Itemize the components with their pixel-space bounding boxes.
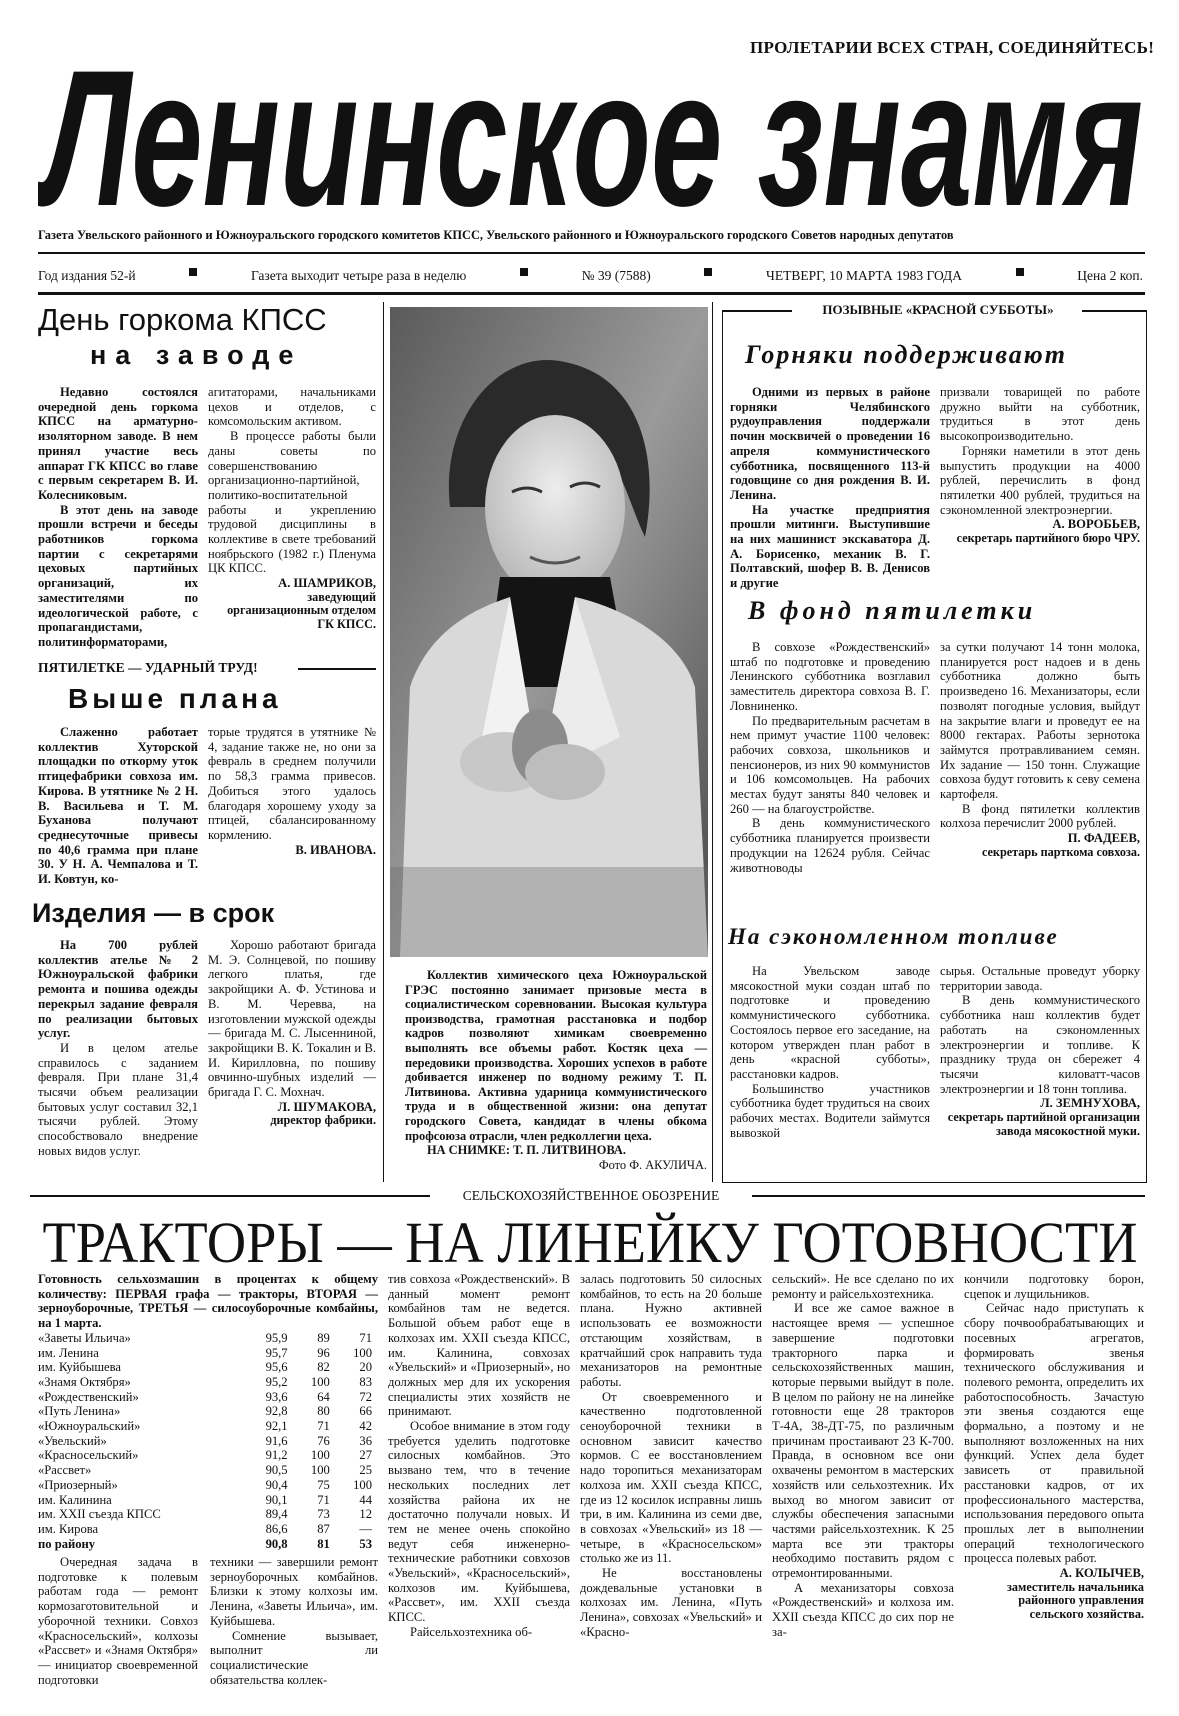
table-cell-farm: им. Ленина <box>38 1345 99 1360</box>
table-cell-value: 27 <box>359 1448 372 1463</box>
table-cell-farm: им. Кирова <box>38 1521 99 1536</box>
bullet-icon <box>704 268 712 276</box>
subbotnik-a2-col-b <box>940 640 1140 859</box>
review-paragraph: Очередная задача в подготовке к полевым работам года — ремонт кормозаготовительной и уборочной техники. Совхоз «Красносельский», колхозы «Рассвет» и «Знамя Октября» — инициатор своевременной подготовки <box>38 1555 198 1687</box>
subbotnik-a2-title: В фонд пятилетки <box>748 596 1037 625</box>
table-cell-farm: по району <box>38 1536 96 1551</box>
table-cell-farm: «Путь Ленина» <box>38 1404 121 1419</box>
masthead-title: Ленинское знамя <box>38 52 1144 228</box>
table-cell-value: 87 <box>317 1521 330 1536</box>
review-rubric: СЕЛЬСКОХОЗЯЙСТВЕННОЕ ОБОЗРЕНИЕ <box>462 1188 720 1203</box>
table-row <box>38 1537 378 1552</box>
bullet-icon <box>520 268 528 276</box>
table-row <box>38 1493 378 1508</box>
readiness-table <box>38 1331 378 1552</box>
subbotnik-a1-paragraph: Одними из первых в районе горняки Челябинского рудоуправления поддержали почин москвичей о проведении 16 апреля коммунистического субботника, посвященного 113-й годовщине со дня рождения В. И. Ленина. <box>730 385 930 502</box>
article3-col-b <box>208 938 376 1128</box>
table-cell-farm: «Знамя Октября» <box>38 1374 131 1389</box>
table-cell-value: 95,9 <box>265 1330 288 1345</box>
review-paragraph: Райсельхозтехника об- <box>410 1624 533 1639</box>
article1-col-a <box>38 385 198 650</box>
photo-subject: НА СНИМКЕ: Т. П. ЛИТВИНОВА. <box>427 1143 626 1158</box>
table-cell-value: 92,8 <box>265 1404 288 1419</box>
table-row <box>38 1360 378 1375</box>
review-col-1a <box>38 1555 198 1687</box>
table-cell-value: 75 <box>317 1477 330 1492</box>
photo-caption: Коллектив химического цеха Южноуральской ГРЭС постоянно занимает призовые места в социалистическом соревновании. Высокая культура производства, грамотная расстановка и подбор кадров позволяют химикам своевременно выполнять все объемы работ. Костяк цеха — передовики производства. Хороших успехов в работе добивается инженер по водному режиму Т. П. Литвинова. Активна ударница коммунистического труда и в общественной жизни: она депутат городского Совета, кандидат в члены обкома профсоюза отрасли, член редколлегии цеха. <box>405 968 707 1143</box>
subbotnik-a3-col-a <box>730 964 930 1140</box>
article2-col-b <box>208 725 376 857</box>
subbotnik-a3-author-position: секретарь партийной организации завода мясокостной муки. <box>947 1110 1140 1138</box>
article1-col-b <box>208 385 376 631</box>
review-paragraph: От своевременного и качественно подготовленной сеноуборочной техники в основном зависит качество кормов. С ее восстановлением надо торопиться механизаторам колхоза им. XXII съезда КПСС, где из 12 косилок исправны лишь три, в им. Калинина из семи две, в совхозах «Увельский» из 18 — четыре, в «Красносельском» столько же из 11. <box>580 1389 762 1566</box>
review-paragraph: И все же самое важное в настоящее время — успешное завершение подготовки тракторного парка и сельскохозяйственных машин, которые первыми выйдут в поле. В целом по району не на линейке готовности еще 28 тракторов Т-4А, 38-ДТ-75, по различным причинам простаивают 23 К-700. Правда, в основном все они охвачены ремонтом в мастерских хозяйств или сельхозтехник. Их выход во многом зависит от службы обеспечения запасными частями райсельхозтехник. К 25 марта все эти тракторы необходимо поставить рядом с отремонтированными. <box>772 1301 954 1581</box>
table-cell-value: 71 <box>317 1419 330 1434</box>
portrait-photo <box>390 307 708 957</box>
table-cell-value: 100 <box>310 1463 330 1478</box>
table-cell-value: 82 <box>317 1360 330 1375</box>
table-cell-value: 93,6 <box>265 1389 288 1404</box>
review-paragraph: Сомнение вызывает, выполнит ли социалистические обязательства коллек- <box>210 1628 378 1687</box>
table-cell-value: 36 <box>359 1433 372 1448</box>
subbotnik-a3-author: Л. ЗЕМНУХОВА, <box>1040 1096 1140 1111</box>
article2-col-a <box>38 725 198 887</box>
table-cell-value: 100 <box>353 1345 372 1360</box>
issue-frequency: Газета выходит четыре раза в неделю <box>250 268 467 283</box>
article1-paragraph: В этот день на заводе прошли встречи и беседы работников горкома партии с секретарями цеховых партийных организаций, их заместителями по идеологической работе, с пропагандистами, политинформаторами, <box>38 502 198 649</box>
table-cell-value: 95,2 <box>265 1374 288 1389</box>
article1-paragraph: Недавно состоялся очередной день горкома КПСС на арматурно-изоляторном заводе. В нем принял участие весь аппарат ГК КПСС во главе с первым секретарем В. И. Колесниковым. <box>38 385 198 502</box>
motto: ПРОЛЕТАРИИ ВСЕХ СТРАН, СОЕДИНЯЙТЕСЬ! <box>750 38 1155 57</box>
table-cell-value: 64 <box>317 1389 330 1404</box>
subbotnik-a1-author: А. ВОРОБЬЕВ, <box>1052 517 1140 532</box>
review-col-4 <box>772 1272 954 1640</box>
review-table-intro: Готовность сельхозмашин в процентах к общему количеству: ПЕРВАЯ графа — тракторы, ВТОРАЯ — зерноуборочные, ТРЕТЬЯ — силосоуборочные комбайны, на 1 марта. <box>38 1272 378 1331</box>
subbotnik-a3-paragraph: В день коммунистического субботника наш коллектив будет работать на сэкономленных электроэнергии и топливе. К празднику труда он сбережет 4 тысячи киловатт-часов электроэнергии и 18 тонн топлива. <box>940 993 1140 1096</box>
table-cell-farm: «Рождественский» <box>38 1389 139 1404</box>
table-cell-value: — <box>359 1521 372 1536</box>
table-cell-value: 90,1 <box>265 1492 288 1507</box>
article1-author: А. ШАМРИКОВ, <box>278 576 376 591</box>
table-cell-value: 83 <box>359 1374 372 1389</box>
table-cell-farm: «Приозерный» <box>38 1477 118 1492</box>
subbotnik-a1-paragraph: Горняки наметили в этот день выпустить продукции на 4000 рублей, перечислить в фонд пятилетки 400 рублей, трудиться на сэкономленной электроэнергии. <box>940 443 1140 517</box>
subbotnik-a1-title: Горняки поддерживают <box>745 340 1067 369</box>
subbotnik-a2-paragraph: В совхозе «Рождественский» штаб по подготовке и проведению Ленинского субботника возглавил заместитель директора совхоза В. Г. Ловниненко. <box>730 640 930 713</box>
photo-caption-block <box>405 968 707 1172</box>
article1-paragraph: В процессе работы были даны советы по совершенствованию организационно-партийной, политико-воспитательной работы и укреплению трудовой дисциплины в коллективе в свете требований ноябрьского (1982 г.) Пленума ЦК КПСС. <box>208 429 376 576</box>
table-cell-value: 42 <box>359 1419 372 1434</box>
article3-paragraph: На 700 рублей коллектив ателье № 2 Южноуральской фабрики ремонта и пошива одежды перекрыл задание февраля по реализации бытовых услуг. <box>38 938 198 1041</box>
article1-title: День горкома КПСС <box>38 302 327 337</box>
subbotnik-a1-col-b <box>940 385 1140 546</box>
issue-info <box>38 268 1143 284</box>
newspaper-subtitle: Газета Увельского районного и Южноуральского городского комитетов КПСС, Увельского районного и Южноуральского городского Советов народных депутатов <box>38 228 954 242</box>
table-cell-value: 71 <box>317 1492 330 1507</box>
subbotnik-a3-paragraph: сырья. Остальные проведут уборку территории завода. <box>940 964 1140 993</box>
issue-price: Цена 2 коп. <box>1077 268 1143 283</box>
table-cell-value: 81 <box>317 1536 330 1551</box>
article1-author-position: заведующий организационным отделом ГК КПСС. <box>227 589 376 631</box>
review-paragraph: Сейчас надо приступать к сбору почвообрабатывающих и посевных агрегатов, формировать звенья технического обслуживания и полевого ремонта, определить их работоспособность. Зачастую эти звенья создаются еще формально, а поэтому и не выполняют возложенных на них функций. Успех дела будет зависеть от правильной расстановки кадров, от их профессионального мастерства, использования передового опыта прошлых лет в выполнении операций технологического процесса полевых работ. <box>964 1301 1144 1566</box>
review-paragraph: залась подготовить 50 силосных комбайнов, то есть на 20 больше плана. Нужно активней использовать ее возможности отстающим хозяйствам, в кратчайший срок направить туда механизаторов на ремонтные работы. <box>580 1272 762 1389</box>
table-cell-value: 100 <box>353 1477 372 1492</box>
table-cell-value: 95,6 <box>265 1360 288 1375</box>
table-cell-value: 12 <box>359 1507 372 1522</box>
subbotnik-a2-col-a <box>730 640 930 875</box>
table-cell-value: 73 <box>317 1507 330 1522</box>
article2-rubric: ПЯТИЛЕТКЕ — УДАРНЫЙ ТРУД! <box>38 660 258 675</box>
subbotnik-a2-paragraph: По предварительным расчетам в нем примут участие 1100 человек: рабочих совхоза, школьников и пенсионеров, из них 90 коммунистов и 106 комсомольцев. На рабочих местах будут заняты 840 человек и 260 — на благоустройстве. <box>730 713 930 816</box>
table-row <box>38 1463 378 1478</box>
bullet-icon <box>1016 268 1024 276</box>
subbotnik-a1-author-position: секретарь партийного бюро ЧРУ. <box>956 531 1140 546</box>
table-row <box>38 1448 378 1463</box>
review-col-2 <box>388 1272 570 1640</box>
table-cell-value: 95,7 <box>265 1345 288 1360</box>
table-cell-value: 90,4 <box>265 1477 288 1492</box>
table-cell-farm: «Заветы Ильича» <box>38 1330 131 1345</box>
table-cell-value: 100 <box>310 1374 330 1389</box>
subbotnik-a1-paragraph: призвали товарищей по работе дружно выйти на субботник, трудиться в этот день высокопроизводительно. <box>940 385 1140 444</box>
table-cell-value: 76 <box>317 1433 330 1448</box>
table-cell-value: 80 <box>317 1404 330 1419</box>
bullet-icon <box>189 268 197 276</box>
table-row <box>38 1419 378 1434</box>
table-row <box>38 1507 378 1522</box>
table-cell-farm: «Южноуральский» <box>38 1419 141 1434</box>
table-row <box>38 1522 378 1537</box>
review-headline: ТРАКТОРЫ — НА ЛИНЕЙКУ ГОТОВНОСТИ <box>42 1210 1138 1268</box>
table-row <box>38 1375 378 1390</box>
table-row <box>38 1434 378 1449</box>
review-paragraph: кончили подготовку борон, сцепок и лущильников. <box>964 1272 1144 1301</box>
article1-paragraph: агитаторами, начальниками цехов и отделов, с комсомольским активом. <box>208 385 376 429</box>
table-cell-value: 72 <box>359 1389 372 1404</box>
article3-col-a <box>38 938 198 1159</box>
table-cell-value: 91,6 <box>265 1433 288 1448</box>
subbotnik-a3-col-b <box>940 964 1140 1138</box>
table-row <box>38 1390 378 1405</box>
table-cell-value: 86,6 <box>265 1521 288 1536</box>
table-cell-value: 71 <box>359 1330 372 1345</box>
subbotnik-rubric: ПОЗЫВНЫЕ «КРАСНОЙ СУББОТЫ» <box>822 302 1054 317</box>
table-cell-value: 89,4 <box>265 1507 288 1522</box>
review-col-5 <box>964 1272 1144 1621</box>
subbotnik-a3-paragraph: Большинство участников субботника будет трудиться на своих рабочих местах. Водители займутся вывозкой <box>730 1081 930 1140</box>
review-paragraph: тив совхоза «Рождественский». В данный момент ремонт комбайнов там не ведется. Большой объем работ еще в колхозах им. XXII съезда КПСС, им. Калинина, совхозах «Увельский» и «Приозерный», но должных мер для их ускорения специалисты этих хозяйств не принимают. <box>388 1272 570 1419</box>
subbotnik-a2-author-position: секретарь парткома совхоза. <box>981 844 1140 859</box>
issue-year: Год издания 52-й <box>38 268 136 283</box>
table-cell-value: 96 <box>317 1345 330 1360</box>
table-row <box>38 1346 378 1361</box>
article3-paragraph: Хорошо работают бригада М. Э. Солнцевой, по пошиву легкого платья, где закройщики А. Ф. Устинова и В. М. Черевва, на изготовлении мужской одежды — бригада М. С. Лысенниной, закройщики В. К. Токалин и В. И. Кирилловна, по пошиву овчинно-шубных изделий — бригада Г. С. Мохнач. <box>208 938 376 1100</box>
table-cell-farm: им. XXII съезда КПСС <box>38 1507 161 1522</box>
article3-author: Л. ШУМАКОВА, <box>277 1099 376 1114</box>
photo-credit: Фото Ф. АКУЛИЧА. <box>598 1157 707 1172</box>
article3-author-position: директор фабрики. <box>270 1113 376 1128</box>
subbotnik-a3-paragraph: На Увельском заводе мясокостной муки создан штаб по подготовке и проведению коммунистического субботника. Состоялось первое его заседание, на котором утвержден план работ в день «красной субботы», расстановки кадров. <box>730 964 930 1081</box>
article1-title-line2: на заводе <box>90 340 303 370</box>
table-row <box>38 1478 378 1493</box>
subbotnik-a2-paragraph: за сутки получают 14 тонн молока, планируется рост надоев и в день субботника должно быть произведено 16. Механизаторы, если позволят погодные условия, выйдут на закрытие влаги и проведут ее на 8000 гектарах. Работы зернотока займутся протравливанием семян. Их задание — 150 тонн. Служащие совхоза будут готовить к севу семена картофеля. <box>940 640 1140 802</box>
review-paragraph: А механизаторы совхоза «Рождественский» и колхоза им. XXII съезда КПСС до сих пор не за- <box>772 1580 954 1639</box>
masthead <box>38 52 1148 228</box>
table-cell-value: 66 <box>359 1404 372 1419</box>
article2-paragraph: Слаженно работает коллектив Хуторской площадки по откорму уток птицефабрики совхоза им. Кирова. В утятнике № 2 Н. В. Васильева и Т. М. Буханова получают среднесуточные привесы по 40,6 грамма при плане 30. У Н. А. Чемпалова и Т. И. Ковтун, ко- <box>38 725 198 887</box>
table-cell-value: 53 <box>359 1536 372 1551</box>
table-cell-farm: им. Куйбышева <box>38 1360 122 1375</box>
article2-title: Выше плана <box>68 683 282 714</box>
subbotnik-a2-paragraph: В фонд пятилетки коллектив колхоза перечислит 2000 рублей. <box>940 801 1140 831</box>
review-paragraph: Не восстановлены дождевальные установки в колхозах им. Ленина, «Путь Ленина», совхозах «Увельский» и «Красно- <box>580 1566 762 1639</box>
review-col-1b <box>210 1555 378 1687</box>
review-headline-wrap <box>38 1208 1143 1268</box>
table-cell-farm: «Рассвет» <box>38 1463 92 1478</box>
review-col-1 <box>38 1272 378 1551</box>
table-cell-value: 90,5 <box>265 1463 288 1478</box>
subbotnik-a1-col-a <box>730 385 930 591</box>
table-row <box>38 1404 378 1419</box>
review-col-3 <box>580 1272 762 1640</box>
table-cell-farm: им. Калинина <box>38 1492 112 1507</box>
subbotnik-a3-title: На сэкономленном топливе <box>728 924 1059 949</box>
review-author: А. КОЛЫЧЕВ, <box>1059 1566 1144 1581</box>
article3-paragraph: И в целом ателье справилось с заданием февраля. При плане 31,4 тысячи объем реализации бытовых услуг составил 32,1 тысячи рублей. Этому способствовало внедрение новых видов услуг. <box>38 1040 198 1158</box>
table-cell-value: 91,2 <box>265 1448 288 1463</box>
table-cell-value: 25 <box>359 1463 372 1478</box>
table-row <box>38 1331 378 1346</box>
table-cell-value: 44 <box>359 1492 372 1507</box>
review-paragraph: Особое внимание в этом году требуется уделить подготовке силосных комбайнов. Это вызвано тем, что в течение нескольких последних лет хозяйства района их не достаточно получали новых. И тем не менее очень спокойно ведут себя инженерно-технические работники совхозов «Увельский», «Красносельский», колхозов им. Куйбышева, «Рассвет», им. XXII съезда КПСС. <box>388 1419 570 1625</box>
table-cell-value: 89 <box>317 1330 330 1345</box>
subbotnik-a2-author: П. ФАДЕЕВ, <box>1067 831 1140 846</box>
table-cell-value: 90,8 <box>265 1536 288 1551</box>
table-cell-value: 100 <box>310 1448 330 1463</box>
article3-title: Изделия — в срок <box>32 898 275 928</box>
table-cell-farm: «Увельский» <box>38 1433 107 1448</box>
subbotnik-a1-paragraph: На участке предприятия прошли митинги. Выступившие на них машинист экскаватора Д. А. Борисенко, механик В. Г. Полтавский, шофер В. В. Денисов и другие <box>730 502 930 591</box>
issue-number: № 39 (7588) <box>581 268 651 283</box>
table-cell-farm: «Красносельский» <box>38 1448 139 1463</box>
table-cell-value: 20 <box>359 1360 372 1375</box>
issue-date: ЧЕТВЕРГ, 10 МАРТА 1983 ГОДА <box>766 268 962 283</box>
review-paragraph: сельский». Не все сделано по их ремонту и райсельхозтехника. <box>772 1272 954 1301</box>
article2-author: В. ИВАНОВА. <box>295 842 376 857</box>
article2-paragraph: торые трудятся в утятнике № 4, задание также не, но они за февраль в среднем получили по 58,3 грамма привесов. Добиться этого удалось благодаря хорошему уходу за птицей, сбалансированному кормлению. <box>208 725 376 842</box>
review-author-position: заместитель начальника районного управления сельского хозяйства. <box>1007 1579 1144 1621</box>
table-cell-value: 92,1 <box>265 1419 288 1434</box>
review-paragraph: техники — завершили ремонт зерноуборочных комбайнов. Близки к этому колхозы им. Ленина, «Заветы Ильича», им. Куйбышева. <box>210 1555 378 1628</box>
subbotnik-a2-paragraph: В день коммунистического субботника планируется произвести продукции на 12624 рубля. Сейчас животноводы <box>730 816 930 875</box>
